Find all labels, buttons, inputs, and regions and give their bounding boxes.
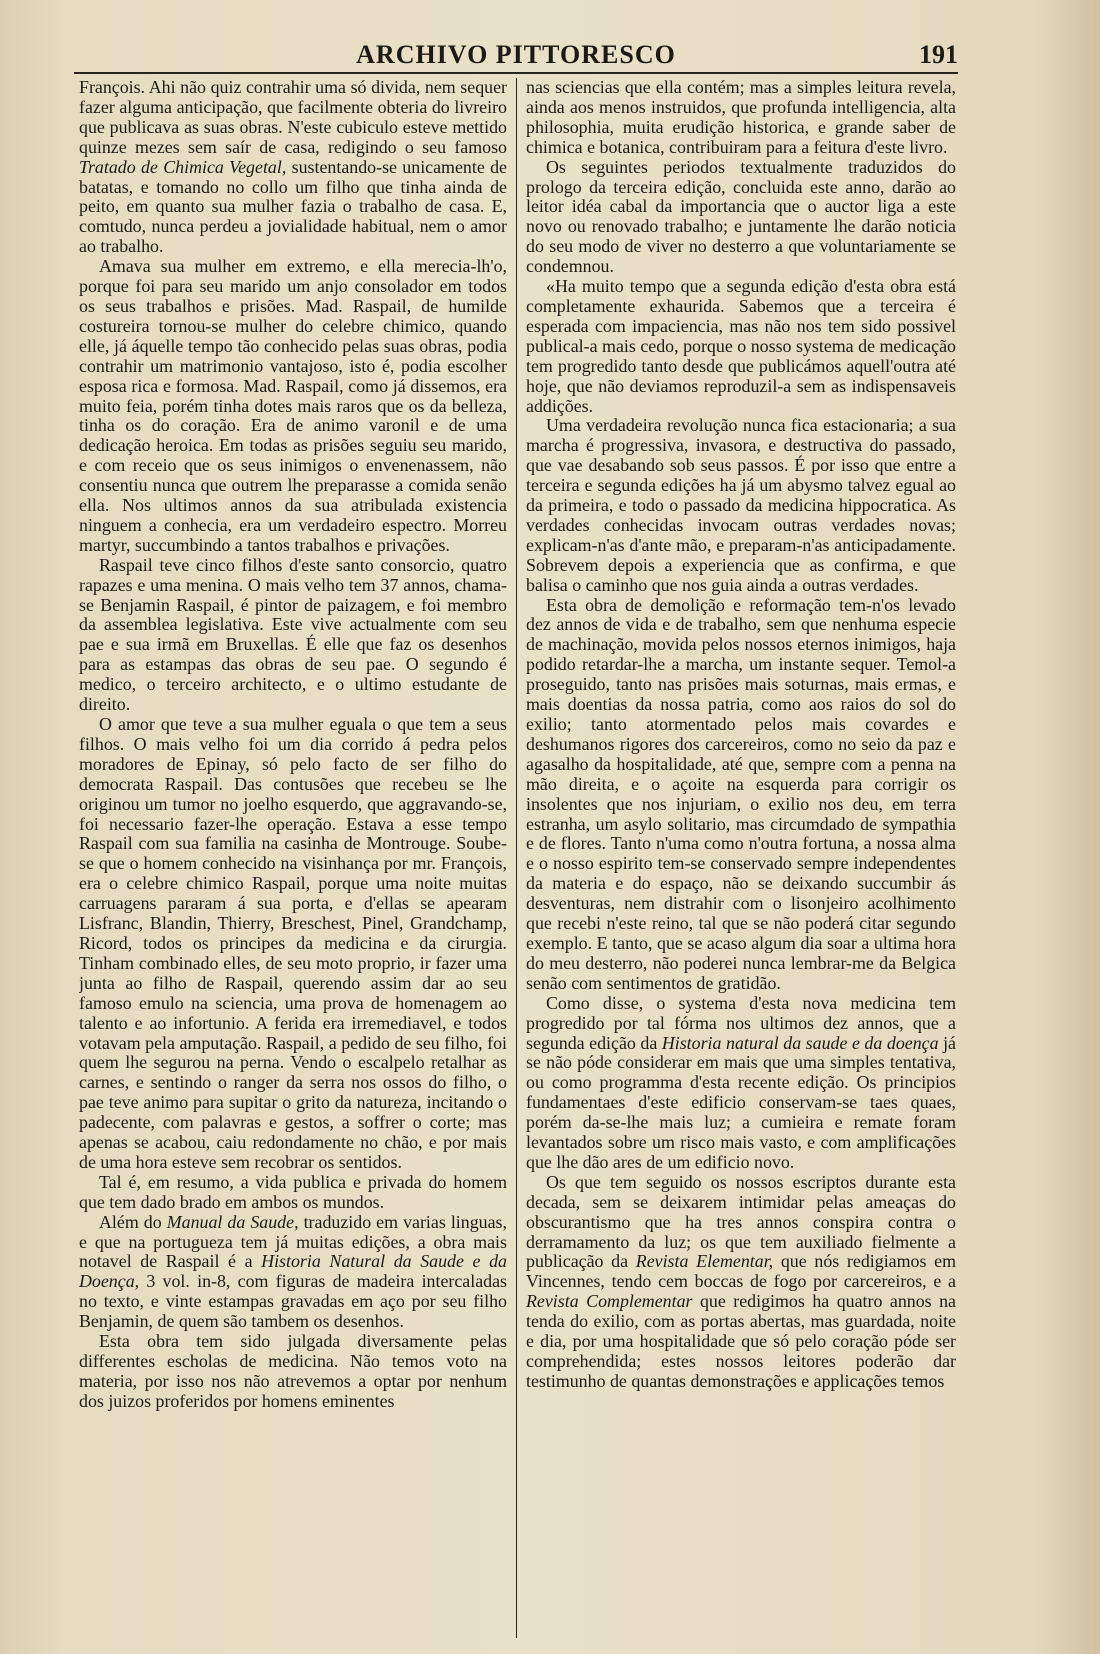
- book-title: Tratado de Chimica Vegetal,: [79, 156, 287, 177]
- right-column: [526, 78, 956, 1638]
- paragraph: Os que tem seguido os nossos escriptos durante esta decada, sem se deixarem intimidar pelas ameaças do obscurantismo que ha tres annos conspira contra o derramamento da luz; os que tem auxiliado fielmente a publicação da Revista Elementar, que nós redigiamos em Vincennes, tendo cem boccas de fogo por carcereiros, e a Revista Complementar que redigimos ha quatro annos na tenda do exilio, com as portas abertas, mas guardada, noite e dia, por uma hospitalidade que só pelo coração póde ser comprehendida; estes nossos leitores poderão dar testimunho de quantas demonstrações e applicações temos: [526, 1171, 956, 1391]
- paragraph: Uma verdadeira revolução nunca fica estacionaria; a sua marcha é progressiva, invasora, e destructiva do passado, que vae desabando sob seus passos. É por isso que entre a terceira e segunda edições ha já um abysmo talvez egual ao da primeira, e todo o passado da medicina hippocratica. As verdades conhecidas invocam outras verdades novas; explicam-n'as d'ante mão, e preparam-n'as anticipadamente. Sobrevem depois a experiencia que as confirma, e que balisa o caminho que nos guia ainda a outras verdades.: [526, 415, 956, 595]
- paragraph: Como disse, o systema d'esta nova medicina tem progredido por tal fórma nos ultimos dez annos, que a segunda edição da Historia natural da saude e da doença já se não póde considerar em mais que uma simples tentativa, ou como programma d'esta recente edição. Os principios fundamentaes d'este edificio conservam-se taes quaes, porém da-se-lhe mais luz; a cumieira e remate foram levantados sobre um risco mais vasto, e com amplificações que lhe dão ares de um edificio novo.: [526, 992, 956, 1172]
- paragraph: O amor que teve a sua mulher eguala o que tem a seus filhos. O mais velho foi um dia corrido á pedra pelos moradores de Epinay, só pelo facto de ser filho do democrata Raspail. Das contusões que recebeu se lhe originou um tumor no joelho esquerdo, que aggravando-se, foi necessario fazer-lhe operação. Estava a esse tempo Raspail com sua familia na casinha de Montrouge. Soube-se que o homem conhecido na visinhança por mr. François, era o celebre chimico Raspail, porque uma noite muitas carruagens pararam á sua porta, e d'ellas se apearam Lisfranc, Blandin, Thierry, Breschest, Pinel, Grandchamp, Ricord, todos os principes da medicina e da cirurgia. Tinham combinado elles, de seu moto proprio, ir fazer uma junta ao filho de Raspail, querendo assim dar ao seu famoso emulo na sciencia, uma prova de homenagem ao talento e ao infortunio. A ferida era irremediavel, e todos votavam pela amputação. Raspail, a pedido de seu filho, foi quem lhe segurou na perna. Vendo o escalpelo retalhar as carnes, e sentindo o ranger da serra nos ossos do filho, o pae teve animo para supitar o grito da natureza, incitando o padecente, com palavras e gestos, a soffrer o corte; mas apenas se acabou, caiu redondamente no chão, e por mais de uma hora esteve sem recobrar os sentidos.: [79, 714, 507, 1172]
- paragraph: Tal é, em resumo, a vida publica e privada do homem que tem dado brado em ambos os mundos.: [79, 1171, 507, 1212]
- paragraph: nas sciencias que ella contém; mas a simples leitura revela, ainda aos menos instruidos, que profunda intelligencia, alta philosophia, muita erudição historica, e grande saber de chimica e botanica, contribuiram para a feitura d'este livro.: [526, 78, 956, 157]
- page-header: [74, 36, 958, 74]
- left-column: [79, 78, 507, 1638]
- paragraph: Além do Manual da Saude, traduzido em varias linguas, e que na portugueza tem já muitas edições, a obra mais notavel de Raspail é a Historia Natural da Saude e da Doença, 3 vol. in-8, com figuras de madeira intercaladas no texto, e vinte estampas gravadas em aço por seu filho Benjamin, de quem são tambem os desenhos.: [79, 1211, 507, 1332]
- publication-title: ARCHIVO PITTORESCO: [356, 40, 676, 69]
- paragraph: Esta obra tem sido julgada diversamente pelas differentes escholas de medicina. Não temos voto na materia, por isso nos não atrevemos a optar por nenhum dos juizos proferidos por homens eminentes: [79, 1331, 507, 1411]
- paragraph: Raspail teve cinco filhos d'este santo consorcio, quatro rapazes e uma menina. O mais velho tem 37 annos, chama-se Benjamin Raspail, é pintor de paizagem, e foi membro da assemblea legislativa. Este vive actualmente com seu pae e sua irmã em Bruxellas. É elle que faz os desenhos para as estampas das obras de seu pae. O segundo é medico, o terceiro architecto, e o ultimo estudante de direito.: [79, 554, 507, 715]
- book-title: Historia natural da saude e da doença: [661, 1032, 939, 1053]
- column-rule: [516, 78, 517, 1638]
- book-title: Manual da Saude,: [166, 1211, 299, 1232]
- paragraph: Amava sua mulher em extremo, e ella merecia-lh'o, porque foi para seu marido um anjo consolador em todos os seus trabalhos e prisões. Mad. Raspail, de humilde costureira tornou-se mulher do celebre chimico, quando elle, já áquelle tempo tão conhecido pelas suas obras, podia contrahir um matrimonio vantajoso, isto é, podia escolher esposa rica e formosa. Mad. Raspail, como já dissemos, era muito feia, porém tinha dotes mais raros que os da belleza, tinha os do coração. Era de animo varonil e de uma dedicação heroica. Em todas as prisões seguiu seu marido, e com receio que os seus inimigos o envenenassem, não consentiu nunca que outrem lhe preparasse a comida senão ella. Nos ultimos annos da sua atribulada existencia ninguem a conhecia, era um verdadeiro espectro. Morreu martyr, succumbindo a tantos trabalhos e privações.: [79, 256, 507, 555]
- paragraph: François. Ahi não quiz contrahir uma só divida, nem sequer fazer alguma anticipação, que facilmente obteria do livreiro que publicava as suas obras. N'este cubiculo esteve mettido quinze mezes sem saír de casa, redigindo o seu famoso Tratado de Chimica Vegetal, sustentando-se unicamente de batatas, e tomando no collo um filho que tinha ainda de peito, em quanto sua mulher fazia o trabalho de casa. E, comtudo, nunca perdeu a jovialidade habitual, nem o amor ao trabalho.: [79, 78, 507, 257]
- journal-title: Revista Complementar: [526, 1291, 693, 1312]
- journal-title: Revista Elementar,: [635, 1251, 774, 1272]
- book-title: Historia Natural da Saude e da Doença,: [79, 1251, 507, 1292]
- paragraph: «Ha muito tempo que a segunda edição d'esta obra está completamente exhaurida. Sabemos que a terceira é esperada com impaciencia, mas não nos tem sido possivel publical-a mais cedo, porque o nosso systema de medicação tem progredido tanto desde que publicámos aquell'outra até hoje, que não deviamos reproduzil-a sem as indispensaveis addições.: [526, 276, 956, 416]
- page-number: 191: [919, 40, 958, 69]
- paragraph: Os seguintes periodos textualmente traduzidos do prologo da terceira edição, concluida este anno, darão ao leitor idéa cabal da importancia que o auctor liga a este novo ou renovado trabalho; e juntamente lhe darão noticia do seu modo de viver no desterro a que voluntariamente se condemnou.: [526, 156, 956, 277]
- paragraph: Esta obra de demolição e reformação tem-n'os levado dez annos de vida e de trabalho, sem que nenhuma especie de machinação, movida pelos nossos eternos inimigos, haja podido retardar-lhe a marcha, um instante sequer. Temol-a proseguido, tanto nas prisões mais soturnas, mais ermas, e mais doentias da nossa patria, como aos raios do sol do exilio; tanto atormentado pelos mais covardes e deshumanos rigores dos carcereiros, como no seio da paz e agasalho da hospitalidade, até que, sempre com a penna na mão direita, e o açoite na esquerda para corrigir os insolentes que nos injuriam, o exilio nos deu, em terra estranha, um asylo solitario, mas circumdado de sympathia e de flores. Tanto n'uma como n'outra fortuna, a nossa alma e o nosso espirito tem-se conservado sempre independentes da materia e do espaço, não se deixando succumbir ás desventuras, nem distrahir com o lisonjeiro acolhimento que recebi n'este reino, tal que se não poderá citar segundo exemplo. E tanto, que se acaso algum dia soar a ultima hora do meu desterro, não poderei nunca lembrar-me da Belgica senão com sentimentos de gratidão.: [526, 594, 956, 993]
